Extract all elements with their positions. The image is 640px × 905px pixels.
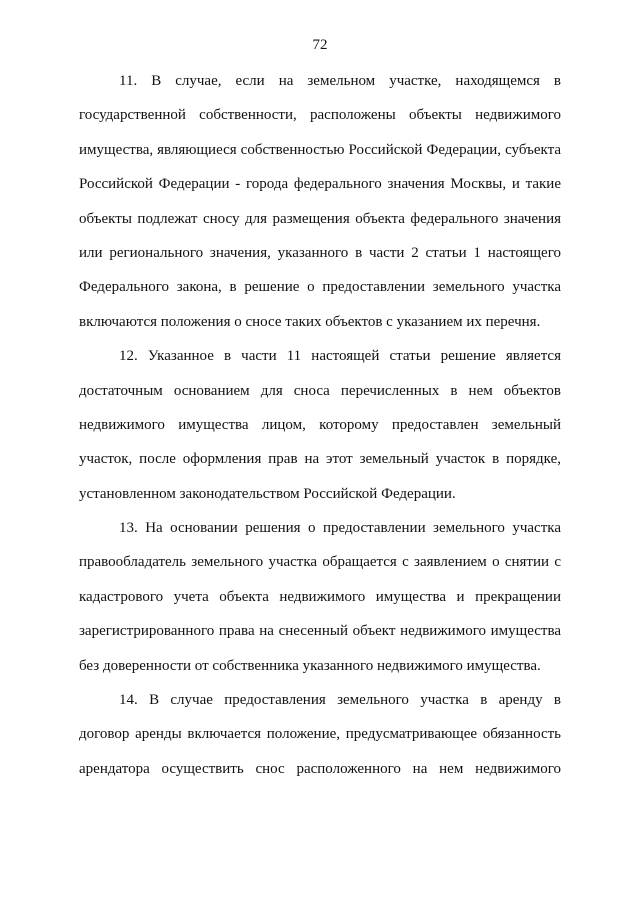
text-line: Федерального закона, в решение о предоставлении земельного участка	[79, 279, 561, 296]
text-line: достаточным основанием для сноса перечисленных в нем объектов	[79, 382, 561, 399]
text-line: кадастрового учета объекта недвижимого имущества и прекращении	[79, 588, 561, 605]
text-line: или регионального значения, указанного в части 2 статьи 1 настоящего	[79, 244, 561, 261]
paragraph-13	[79, 511, 561, 683]
text-line: 14. В случае предоставления земельного участка в аренду в	[119, 692, 561, 709]
text-line: установленном законодательством Российской Федерации.	[79, 485, 456, 502]
document-body	[79, 64, 561, 786]
text-line: 12. Указанное в части 11 настоящей статьи решение является	[119, 348, 561, 365]
text-line: 11. В случае, если на земельном участке, находящемся в	[119, 73, 561, 89]
text-line: государственной собственности, расположены объекты недвижимого	[79, 107, 561, 124]
text-line: имущества, являющиеся собственностью Российской Федерации, субъекта	[79, 141, 561, 158]
text-line: арендатора осуществить снос расположенного на нем недвижимого	[79, 760, 561, 777]
text-line: правообладатель земельного участка обращается с заявлением о снятии с	[79, 554, 561, 571]
paragraph-14	[79, 683, 561, 786]
text-line: Российской Федерации - города федерального значения Москвы, и такие	[79, 176, 561, 193]
text-line: зарегистрированного права на снесенный объект недвижимого имущества	[79, 623, 561, 640]
text-line: объекты подлежат сносу для размещения объекта федерального значения	[79, 210, 561, 227]
text-line: участок, после оформления прав на этот земельный участок в порядке,	[79, 451, 561, 468]
text-line: включаются положения о сносе таких объектов с указанием их перечня.	[79, 313, 541, 330]
text-line: 13. На основании решения о предоставлении земельного участка	[119, 520, 561, 537]
text-line: без доверенности от собственника указанного недвижимого имущества.	[79, 657, 541, 674]
text-line: договор аренды включается положение, предусматривающее обязанность	[79, 726, 561, 743]
paragraph-12	[79, 339, 561, 511]
page-number: 72	[312, 37, 328, 53]
paragraph-11	[79, 64, 561, 339]
text-line: недвижимого имущества лицом, которому предоставлен земельный	[79, 416, 561, 433]
